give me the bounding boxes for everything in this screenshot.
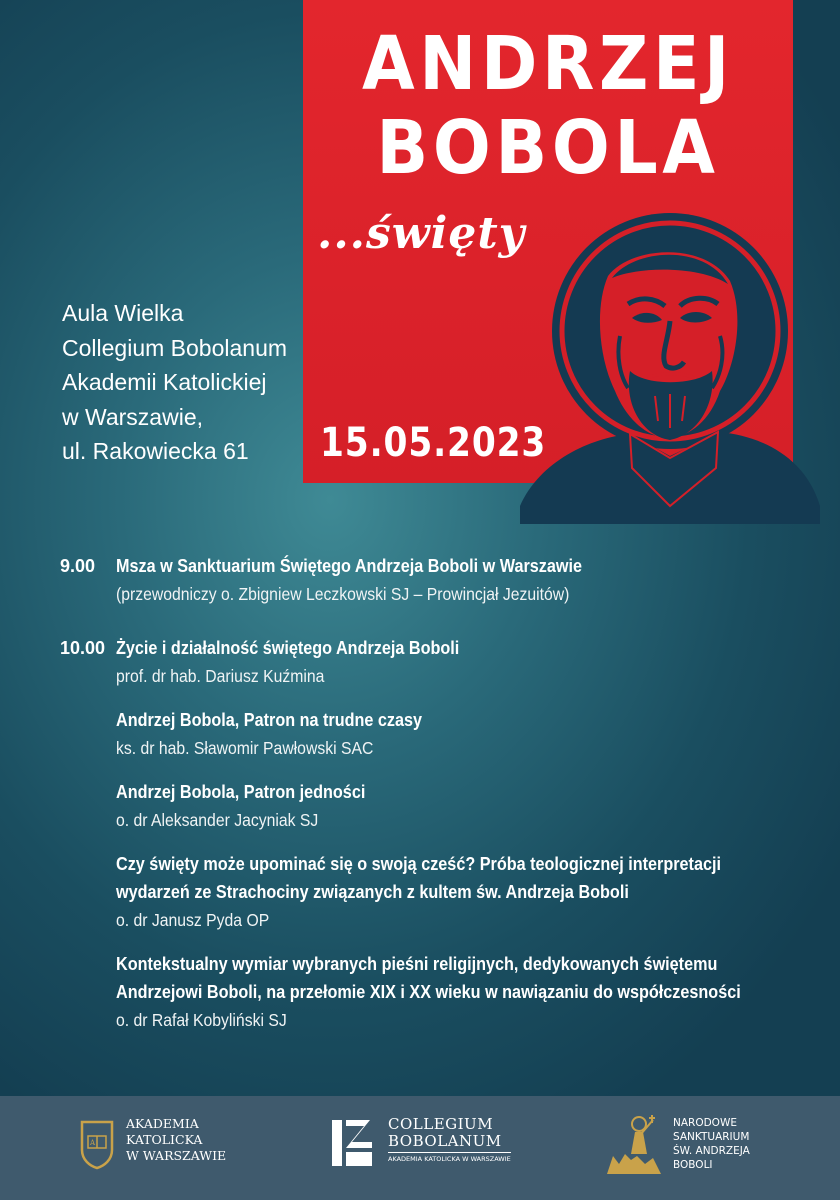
program-title: Andrzej Bobola, Patron jedności: [116, 782, 366, 802]
program-speaker: o. dr Rafał Kobyliński SJ: [116, 1010, 287, 1030]
sanktuarium-line: ŚW. ANDRZEJA: [673, 1145, 750, 1157]
program-speaker: o. dr Janusz Pyda OP: [116, 910, 270, 930]
title-line-1: ANDRZEJ: [361, 21, 734, 107]
program-title: Msza w Sanktuarium Świętego Andrzeja Boboli w Warszawie: [116, 556, 583, 576]
title-line-2: BOBOLA: [376, 105, 720, 191]
program-title: Andrzejowi Boboli, na przełomie XIX i XX wieku w nawiązaniu do współczesności: [116, 982, 741, 1002]
program-item: [60, 706, 800, 762]
program-item: [60, 634, 800, 690]
akademia-line: AKADEMIA: [126, 1116, 199, 1131]
program-speaker: prof. dr hab. Dariusz Kuźmina: [116, 666, 325, 686]
sanktuarium-line: SANKTUARIUM: [673, 1131, 750, 1143]
program-schedule: [60, 552, 800, 1050]
venue-address: [62, 296, 287, 469]
poster-subtitle: ...święty: [317, 208, 526, 259]
venue-line: ul. Rakowiecka 61: [62, 438, 249, 464]
program-speaker: ks. dr hab. Sławomir Pawłowski SAC: [116, 738, 374, 758]
collegium-logo: [330, 1116, 530, 1176]
sanktuarium-line: NARODOWE: [673, 1117, 737, 1129]
venue-line: Akademii Katolickiej: [62, 369, 267, 395]
akademia-line: W WARSZAWIE: [126, 1148, 227, 1163]
venue-line: Aula Wielka: [62, 300, 184, 326]
program-item: [60, 850, 800, 934]
akademia-logo: [80, 1116, 250, 1176]
program-speaker: (przewodniczy o. Zbigniew Leczkowski SJ – Prowincjał Jezuitów): [116, 584, 570, 604]
venue-line: w Warszawie,: [62, 403, 203, 430]
program-title: Andrzej Bobola, Patron na trudne czasy: [116, 710, 423, 730]
program-title: wydarzeń ze Strachociny związanych z kultem św. Andrzeja Boboli: [116, 882, 629, 902]
program-speaker: o. dr Aleksander Jacyniak SJ: [116, 810, 319, 830]
akademia-line: KATOLICKA: [126, 1132, 203, 1147]
collegium-line: COLLEGIUM: [388, 1115, 494, 1133]
program-item: [60, 950, 800, 1034]
sanktuarium-line: BOBOLI: [673, 1159, 713, 1171]
program-time: 10.00: [60, 638, 106, 658]
collegium-line: AKADEMIA KATOLICKA W WARSZAWIE: [388, 1155, 511, 1163]
saint-portrait-illustration: [520, 206, 820, 524]
venue-line: Collegium Bobolanum: [62, 334, 288, 361]
collegium-line: BOBOLANUM: [388, 1133, 511, 1153]
collegium-emblem-icon: [330, 1118, 376, 1168]
program-time: 9.00: [60, 556, 96, 576]
program-title: Kontekstualny wymiar wybranych pieśni religijnych, dedykowanych świętemu: [116, 954, 718, 974]
program-item: [60, 778, 800, 834]
footer-logos: [0, 1096, 840, 1200]
program-title: Czy święty może upominać się o swoją cześć? Próba teologicznej interpretacji: [116, 854, 721, 874]
program-title: Życie i działalność świętego Andrzeja Boboli: [116, 638, 460, 658]
saint-figure-icon: [605, 1114, 663, 1176]
poster-title: [323, 22, 774, 190]
svg-text:A: A: [90, 1139, 96, 1147]
shield-book-icon: [80, 1120, 114, 1170]
program-item: [60, 552, 800, 608]
event-date: 15.05.2023: [320, 420, 547, 466]
sanktuarium-logo: [605, 1114, 785, 1180]
